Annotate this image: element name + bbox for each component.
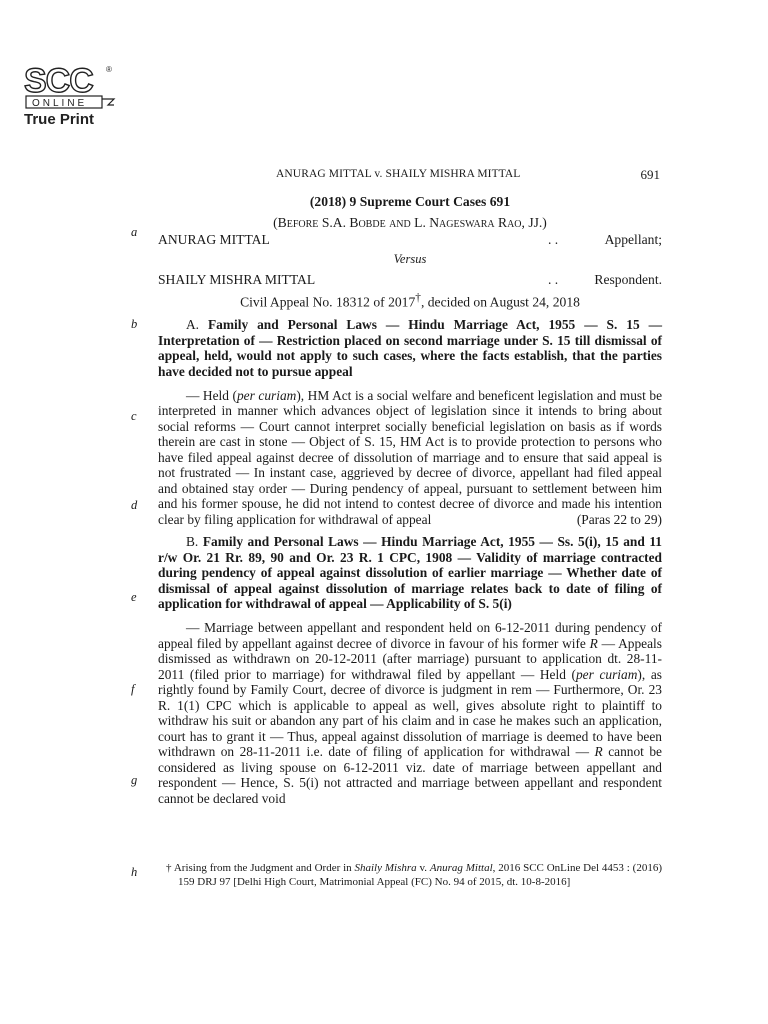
headnote-b-label: B. xyxy=(186,534,199,550)
logo-sub: ONLINE xyxy=(32,98,88,109)
margin-letter-d: d xyxy=(131,498,138,512)
versus: Versus xyxy=(393,251,427,266)
appellant-name: ANURAG MITTAL xyxy=(158,231,270,247)
held-a-text-1: — Held ( xyxy=(186,387,237,403)
headnote-a-label: A. xyxy=(186,317,200,333)
logo-tagline: True Print xyxy=(24,111,95,128)
footnote-text-3: , 2016 SCC OnLine Del 4453 : (2016) 159 DRJ 97 [Delhi High Court, Matrimonial Appeal (FC) No. 94 of 2015, dt. 10-8-2016] xyxy=(178,862,663,888)
held-a-text-2: ), HM Act is a social welfare and beneficent legislation and must be interpreted in manner which advances object of legislation since it intends to bring about social reforms — Court cannot interpret socially beneficial legislation on basis as if words therein are cast in stone — Object of S. 15, HM Act is to provide protection to persons who have filed appeal against decree of dissolution of marriage and to ensure that said appeal is not frustrated — In instant case, aggrieved by decree of divorce, appellant had filed appeal and obtained stay order — During pendency of appeal, pursuant to settlement between him and his former spouse, he did not intend to contest decree of divorce and made his intention clear by filing application for withdrawal of appeal xyxy=(158,387,663,527)
margin-letter-e: e xyxy=(131,590,137,604)
footnote-text-2: v. xyxy=(416,862,430,874)
headnote-a-text: Family and Personal Laws — Hindu Marriage Act, 1955 — S. 15 — Interpretation of — Restriction placed on second marriage under S. 15 till dismissal of appeal, held, would not apply to such cases, where the facts establish, that the parties have decided not to pursue appeal xyxy=(158,317,662,379)
held-a-paras: (Paras 22 to 29) xyxy=(576,511,662,527)
page-header xyxy=(158,168,664,188)
bench: (Before S.A. Bobde and L. Nageswara Rao, JJ.) xyxy=(273,215,547,231)
held-b-italic-3: R xyxy=(594,744,603,759)
headnote-a xyxy=(158,317,662,379)
held-a-italic-1: per curiam xyxy=(236,387,297,403)
footnote-italic-2: Anurag Mittal xyxy=(429,862,493,874)
margin-letter-b: b xyxy=(131,317,138,331)
held-b-italic-2: per curiam xyxy=(575,666,638,682)
footnote-italic-1: Shaily Mishra xyxy=(354,862,417,874)
headnote-b xyxy=(158,534,662,612)
held-b-text-3: ), as rightly found by Family Court, decree of divorce is judgment in rem — Furthermore, Or. 23 R. 1(1) CPC which is applicable to appeal as well, gives absolute right to plaintiff to withdraw his suit or abandon any part of his claim and in case he makes such an application, court has to grant it — Thus, appeal against dissolution of marriage is deemed to have been withdrawn on 28-11-2011 i.e. date of filing of application for withdrawal — xyxy=(158,666,662,759)
held-b-text-4: cannot be considered as living spouse on 6-12-2011 viz. date of marriage between appellant and respondent — Hence, S. 5(i) not attracted and marriage between appellant and respondent cannot be declared void xyxy=(158,744,662,806)
footnote xyxy=(158,862,662,889)
logo-brand: SCC xyxy=(24,62,93,100)
held-b-italic-1: R xyxy=(589,635,598,651)
appeal-number: Civil Appeal No. 18312 of 2017 xyxy=(240,294,416,310)
margin-letter-h: h xyxy=(131,865,138,879)
held-a xyxy=(158,388,662,528)
appellant-row xyxy=(158,232,662,249)
appeal-decided: , decided on August 24, 2018 xyxy=(420,294,580,310)
respondent-row xyxy=(158,272,662,289)
footnote-mark: † xyxy=(166,862,172,874)
respondent-dots: . . xyxy=(548,272,559,288)
respondent-role: Respondent. xyxy=(594,272,662,288)
judgment-page-content xyxy=(158,194,662,813)
headnote-b-text: Family and Personal Laws — Hindu Marriage Act, 1955 — Ss. 5(i), 15 and 11 r/w Or. 21 Rr. 89, 90 and Or. 23 R. 1 CPC, 1908 — Validity of marriage contracted during pendency of appeal against dissolution of earlier marriage — Whether date of dismissal of appeal against dissolution of marriage relates back to date of filing of application for withdrawal of appeal — Applicability of S. 5(i) xyxy=(158,534,662,612)
appellant-role: Appellant; xyxy=(604,231,662,247)
margin-letter-c: c xyxy=(131,409,137,423)
logo-registered: ® xyxy=(106,65,112,74)
held-b-text-2: — Appeals dismissed as withdrawn on 20-12-2011 (after marriage) pursuant to application dt. 28-11-2011 (filed prior to marriage) for withdrawal filed by appellant — Held ( xyxy=(158,635,662,682)
case-citation: (2018) 9 Supreme Court Cases 691 xyxy=(309,194,511,209)
footnote-text-1: Arising from the Judgment and Order in xyxy=(171,862,355,874)
running-head: ANURAG MITTAL v. SHAILY MISHRA MITTAL xyxy=(276,168,521,180)
held-b-text-1: — Marriage between appellant and respondent held on 6-12-2011 during pendency of appeal filed by appellant against decree of divorce in favour of his former wife xyxy=(158,620,662,651)
margin-letter-f: f xyxy=(131,682,135,696)
appeal-line xyxy=(158,291,662,310)
margin-letter-g: g xyxy=(131,773,138,787)
appeal-footnote-mark: † xyxy=(415,292,421,305)
appellant-dots: . . xyxy=(548,231,559,247)
page-number: 691 xyxy=(640,167,660,182)
respondent-name: SHAILY MISHRA MITTAL xyxy=(158,272,316,288)
scc-online-logo xyxy=(22,62,118,128)
held-b xyxy=(158,620,662,806)
margin-letter-a: a xyxy=(131,225,138,239)
